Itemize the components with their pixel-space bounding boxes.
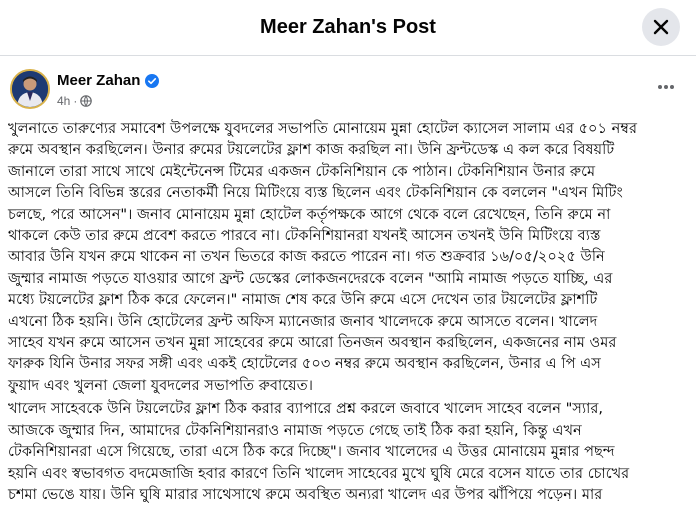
post-text-line: ফুয়াদ এবং খুলনা জেলা যুবদলের সভাপতি রুবায়েত। <box>8 376 313 394</box>
verified-badge-icon <box>145 74 159 88</box>
post-text-line: আসলে তিনি বিভিন্ন স্তরের নেতাকর্মী নিয়ে মিটিংয়ে ব্যস্ত ছিলেন এবং টেকনিশিয়ান কে বললেন "এখন মিটিং <box>8 184 623 202</box>
post-text-line: চশমা ভেঙে যায়। উনি ঘুষি মারার সাথেসাথে রুমে অবস্থিত অন্যরা খালেদ এর উপর ঝাঁপিয়ে পড়েন। মার <box>8 485 603 503</box>
post-text-line: হয়নি এবং স্বভাবগত বদমেজাজি হবার কারণে তিনি খালেদ সাহেবের মুখে ঘুষি মেরে বসেন যাতে তার চোখের <box>8 464 630 482</box>
avatar-image <box>12 71 48 107</box>
post-text-line: থাকলে কেউ তার রুমে প্রবেশ করতে পারবে না। টেকনিশিয়ানরা যখনই আসেন তখনই উনি মিটিংয়ে ব্যস্ত <box>8 227 601 245</box>
meta-separator: · <box>73 94 78 108</box>
post-text-line: আজকে জুম্মার দিন, আমাদের টেকনিশিয়ানরাও নামাজ পড়তে গেছে তাই ঠিক করা হয়নি, কিন্তু এখন <box>8 421 582 439</box>
more-horizontal-icon <box>657 84 675 90</box>
avatar[interactable] <box>10 69 50 109</box>
post-text <box>8 118 692 505</box>
post-text-line: খালেদ সাহেবকে উনি টয়লেটের ফ্লাশ ঠিক করার ব্যাপারে প্রশ্ন করলে জবাবে খালেদ সাহেব বলেন "স্যার, <box>8 400 604 418</box>
post-dialog-header <box>0 0 696 56</box>
close-button[interactable] <box>642 8 680 46</box>
post-text-line: ফারুক যিনি উনার সফর সঙ্গী এবং একই হোটেলের ৫০৩ নম্বর রুমে অবস্থান করছিলেন, উনার এ পি এস <box>8 355 601 373</box>
post-text-line: আবার উনি যখন রুমে থাকেন না তখন ভিতরে কাজ করতে পারেন না। গত শুক্রবার ১৬/০৫/২০২৫ উনি <box>8 248 605 266</box>
more-options-button[interactable] <box>654 77 678 97</box>
post-time[interactable]: 4h <box>57 94 71 108</box>
post-text-line: জুম্মার নামাজ পড়তে যাওয়ার আগে ফ্রন্ট ডেস্কের লোকজনদেরকে বলেন "আমি নামাজ পড়তে যাচ্ছি, এর <box>8 269 613 287</box>
post-paragraph-1 <box>8 118 692 396</box>
globe-icon[interactable] <box>80 95 92 107</box>
post-text-line: জানালে তারা সাথে সাথে মেইন্টেনেন্স টিমের একজন টেকনিশিয়ান কে পাঠান। টেকনিশিয়ান উনার রুমে <box>8 162 596 180</box>
author-name-text[interactable]: Meer Zahan <box>57 72 141 89</box>
post-text-line: খুলনাতে তারুণ্যের সমাবেশ উপলক্ষে যুবদলের সভাপতি মোনায়েম মুন্না হোটেল ক্যাসেল সালাম এর ৫০১ নম্বর <box>8 120 637 137</box>
post-meta <box>57 94 92 108</box>
close-icon <box>653 19 669 35</box>
post-text-line: রুমে অবস্থান করছিলেন। উনার রুমের টয়লেটের ফ্লাশ কাজ করছিল না। উনি ফ্রন্টডেস্ক এ কল করে বিষয়টি <box>8 141 615 159</box>
post-text-line: টেকনিশিয়ানরা এসে গিয়েছে, তারা এসে ঠিক করে দিচ্ছে"। জনাব খালেদের এ উত্তর মোনায়েম মুন্নার পছন্দ <box>8 443 615 461</box>
dialog-title: Meer Zahan's Post <box>260 16 436 38</box>
post-text-line: চলছে, পরে আসেন"। জনাব মোনায়েম মুন্না হোটেল কর্তৃপক্ষকে আগে থেকে বলে রেখেছেন, তিনি রুমে না <box>8 205 611 223</box>
post-text-line: এখনো ঠিক হয়নি। উনি হোটেলের ফ্রন্ট অফিস ম্যানেজার জনাব খালেদকে রুমে আসতে বলেন। খালেদ <box>8 312 598 330</box>
post-author-row <box>10 69 686 113</box>
author-name[interactable] <box>57 72 159 89</box>
post-paragraph-2 <box>8 398 692 505</box>
post-text-line: সাহেব যখন রুমে আসেন তখন মুন্না সাহেবের রুমে আরো তিনজন অবস্থান করছিলেন, একজনের নাম ওমর <box>8 334 617 352</box>
post-text-line: মধ্যে টয়লেটের ফ্লাশ ঠিক করে ফেলেন।" নামাজ শেষ করে উনি রুমে এসে দেখেন তার টয়লেটের ফ্লাশটি <box>8 291 598 309</box>
